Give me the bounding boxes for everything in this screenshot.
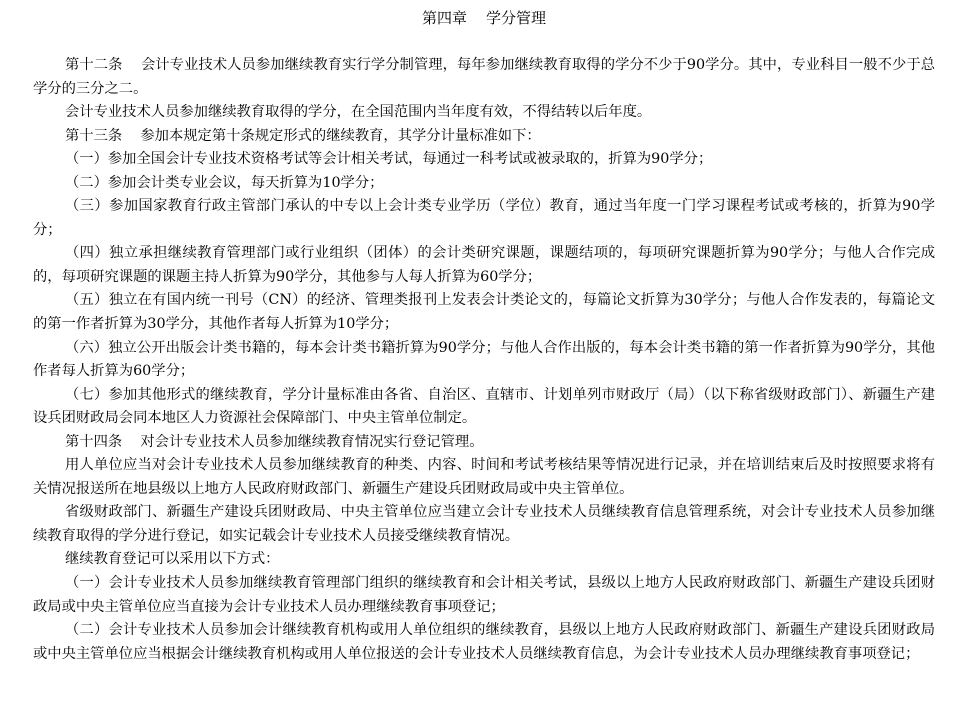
paragraph — [33, 101, 935, 125]
paragraph-text: 会计专业技术人员参加继续教育取得的学分，在全国范围内当年度有效，不得结转以后年度。 — [65, 104, 652, 121]
paragraph — [33, 548, 935, 572]
paragraph-text: （一）参加全国会计专业技术资格考试等会计相关考试，每通过一科考试或被录取的，折算为90学分； — [65, 151, 713, 168]
paragraph-text: （五）独立在有国内统一刊号（CN）的经济、管理类报刊上发表会计类论文的，每篇论文折算为30学分；与他人合作发表的，每篇论文的第一作者折算为30学分，其他作者每人折算为10学分； — [33, 292, 935, 333]
paragraph — [33, 172, 935, 196]
paragraph-text: （二）会计专业技术人员参加会计继续教育机构或用人单位组织的继续教育，县级以上地方人民政府财政部门、新疆生产建设兵团财政局或中央主管单位应当根据会计继续教育机构或用人单位报送的会计专业技术人员继续教育信息，为会计专业技术人员办理继续教育事项登记； — [33, 622, 935, 662]
paragraph — [33, 384, 935, 431]
paragraph — [33, 148, 935, 172]
article-paragraph — [33, 125, 935, 149]
article-paragraph — [33, 54, 935, 101]
paragraph-text: 对会计专业技术人员参加继续教育情况实行登记管理。 — [140, 433, 484, 450]
paragraph — [33, 337, 935, 384]
paragraph — [33, 289, 935, 336]
paragraph-text: 用人单位应当对会计专业技术人员参加继续教育的种类、内容、时间和考试考核结果等情况进行记录，并在培训结束后及时按照要求将有关情况报送所在地县级以上地方人民政府财政部门、新疆生产建设兵团财政局或中央主管单位。 — [33, 457, 935, 497]
paragraph-text: （二）参加会计类专业会议，每天折算为10学分； — [65, 174, 384, 191]
paragraph — [33, 195, 935, 242]
article-number: 第十四条 — [65, 433, 141, 450]
paragraph-text: （一）会计专业技术人员参加继续教育管理部门组织的继续教育和会计相关考试，县级以上地方人民政府财政部门、新疆生产建设兵团财政局或中央主管单位应当直接为会计专业技术人员办理继续教育事项登记； — [33, 575, 935, 615]
paragraph-text: （七）参加其他形式的继续教育，学分计量标准由各省、自治区、直辖市、计划单列市财政厅（局）（以下称省级财政部门）、新疆生产建设兵团财政局会同本地区人力资源社会保障部门、中央主管单位制定。 — [33, 386, 935, 427]
paragraph-text: （六）独立公开出版会计类书籍的，每本会计类书籍折算为90学分；与他人合作出版的，每本会计类书籍的第一作者折算为90学分，其他作者每人折算为60学分； — [33, 339, 935, 380]
paragraph-text: （三）参加国家教育行政主管部门承认的中专以上会计类专业学历（学位）教育，通过当年度一门学习课程考试或考核的，折算为90学分； — [33, 198, 935, 238]
article-number: 第十三条 — [65, 127, 141, 144]
paragraph-text: （四）独立承担继续教育管理部门或行业组织（团体）的会计类研究课题，课题结项的，每项研究课题折算为90学分；与他人合作完成的，每项研究课题的课题主持人折算为90学分，其他参与人每人折算为60学分； — [33, 245, 935, 285]
paragraph-text: 参加本规定第十条规定形式的继续教育，其学分计量标准如下： — [140, 127, 541, 144]
document-body — [33, 54, 935, 666]
paragraph — [33, 501, 935, 548]
paragraph — [33, 619, 935, 666]
article-number: 第十二条 — [65, 57, 141, 73]
paragraph-text: 省级财政部门、新疆生产建设兵团财政局、中央主管单位应当建立会计专业技术人员继续教育信息管理系统，对会计专业技术人员参加继续教育取得的学分进行登记，如实记载会计专业技术人员接受继续教育情况。 — [33, 504, 935, 544]
paragraph-text: 会计专业技术人员参加继续教育实行学分制管理，每年参加继续教育取得的学分不少于90学分。其中，专业科目一般不少于总学分的三分之二。 — [33, 57, 935, 97]
paragraph — [33, 242, 935, 289]
article-paragraph — [33, 431, 935, 455]
paragraph — [33, 572, 935, 619]
chapter-title: 第四章 学分管理 — [421, 9, 547, 27]
paragraph — [33, 454, 935, 501]
paragraph-text: 继续教育登记可以采用以下方式： — [65, 551, 280, 568]
